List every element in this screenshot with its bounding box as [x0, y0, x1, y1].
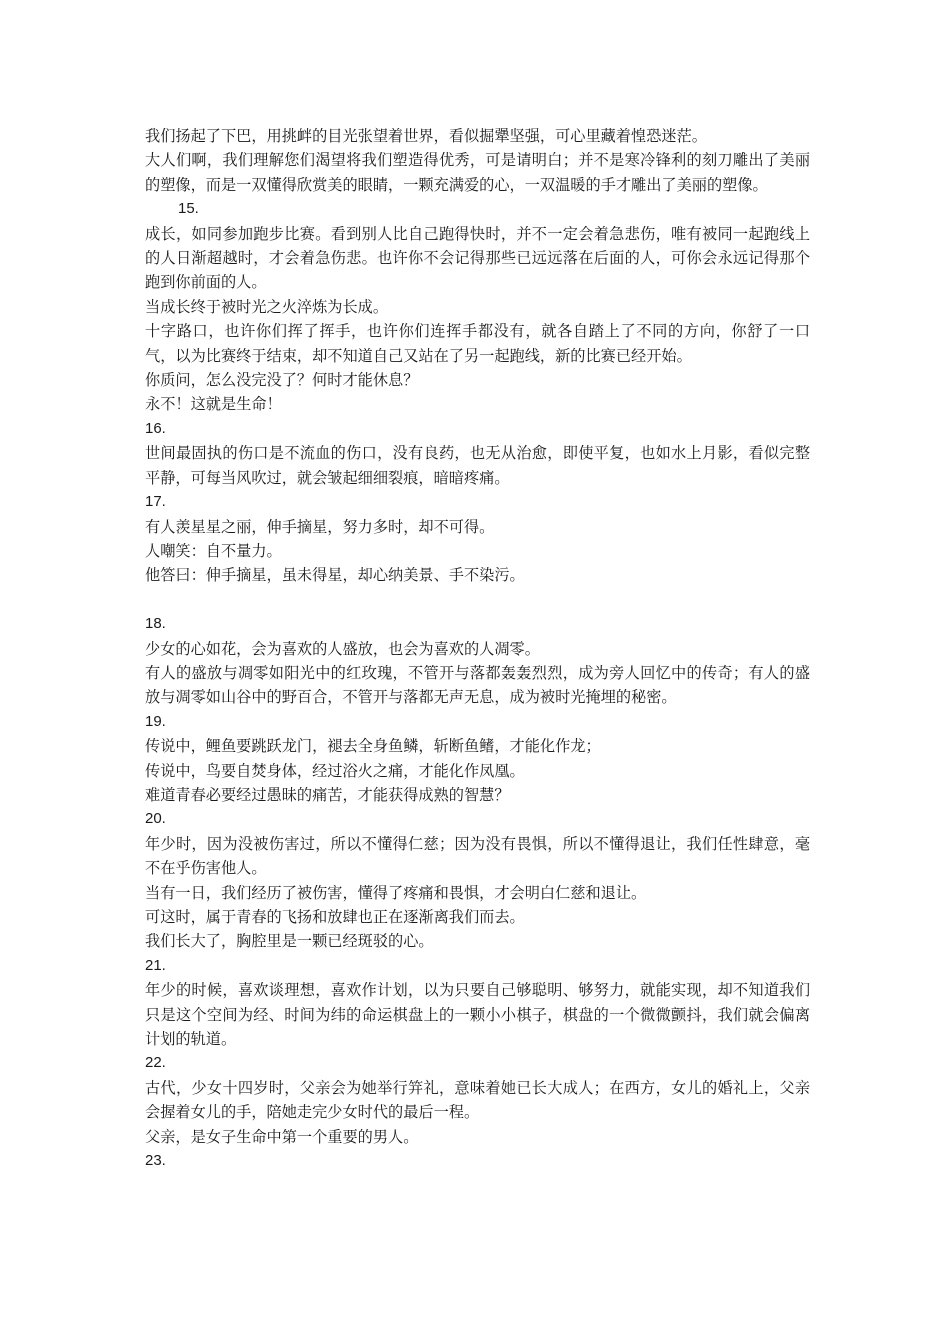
paragraph: 当成长终于被时光之火淬炼为长成。	[145, 297, 388, 316]
paragraph: 有人的盛放与凋零如阳光中的红玫瑰，不管开与落都轰轰烈烈，成为旁人回忆中的传奇；有人的盛放与凋零如山谷中的野百合，不管开与落都无声无息，成为被时光掩埋的秘密。	[145, 663, 810, 707]
section-number: 16.	[145, 419, 166, 437]
paragraph: 你质问，怎么没完没了？何时才能休息？	[145, 371, 419, 390]
paragraph: 我们长大了，胸腔里是一颗已经斑驳的心。	[145, 932, 434, 951]
section-number: 18.	[145, 615, 166, 633]
paragraph: 传说中，鲤鱼要跳跃龙门，褪去全身鱼鳞，斩断鱼鳍，才能化作龙；	[145, 737, 601, 756]
paragraph: 父亲，是女子生命中第一个重要的男人。	[145, 1127, 419, 1146]
section-number: 22.	[145, 1054, 166, 1072]
paragraph: 我们扬起了下巴，用挑衅的目光张望着世界，看似掘犟坚强，可心里藏着惶恐迷茫。	[145, 127, 707, 145]
section-number: 15.	[178, 200, 199, 218]
section-number: 21.	[145, 956, 166, 974]
paragraph: 传说中，鸟要自焚身体，经过浴火之痛，才能化作凤凰。	[145, 761, 525, 780]
blank-line	[145, 588, 810, 612]
document-body	[145, 124, 810, 1173]
paragraph: 难道青春必要经过愚昧的痛苦，才能获得成熟的智慧？	[145, 785, 510, 804]
paragraph: 当有一日，我们经历了被伤害，懂得了疼痛和畏惧，才会明白仁慈和退让。	[145, 883, 647, 902]
paragraph: 年少的时候，喜欢谈理想，喜欢作计划，以为只要自己够聪明、够努力，就能实现，却不知道我们只是这个空间为经、时间为纬的命运棋盘上的一颗小小棋子，棋盘的一个微微颤抖，我们就会偏离计划的轨道。	[145, 981, 810, 1049]
section-number: 20.	[145, 810, 166, 828]
paragraph: 世间最固执的伤口是不流血的伤口，没有良药，也无从治愈，即使平复，也如水上月影，看似完整平静，可每当风吹过，就会皱起细细裂痕，暗暗疼痛。	[145, 444, 810, 487]
paragraph: 大人们啊，我们理解您们渴望将我们塑造得优秀，可是请明白；并不是寒冷锋利的刻刀雕出了美丽的塑像，而是一双懂得欣赏美的眼睛，一颗充满爱的心，一双温暖的手才雕出了美丽的塑像。	[145, 151, 810, 194]
paragraph: 古代，少女十四岁时，父亲会为她举行笄礼，意味着她已长大成人；在西方，女儿的婚礼上，父亲会握着女儿的手，陪她走完少女时代的最后一程。	[145, 1078, 810, 1122]
section-number: 19.	[145, 712, 166, 730]
paragraph: 可这时，属于青春的飞扬和放肆也正在逐渐离我们而去。	[145, 907, 525, 926]
paragraph: 十字路口，也许你们挥了挥手，也许你们连挥手都没有，就各自踏上了不同的方向，你舒了一口气，以为比赛终于结束，却不知道自己又站在了另一起跑线，新的比赛已经开始。	[145, 322, 810, 365]
paragraph: 他答曰：伸手摘星，虽未得星，却心纳美景、手不染污。	[145, 566, 525, 585]
paragraph: 人嘲笑：自不量力。	[145, 541, 282, 560]
section-number: 23.	[145, 1152, 166, 1170]
paragraph: 少女的心如花，会为喜欢的人盛放，也会为喜欢的人凋零。	[145, 639, 540, 658]
section-number: 17.	[145, 493, 166, 511]
paragraph: 成长，如同参加跑步比赛。看到别人比自己跑得快时，并不一定会着急悲伤，唯有被同一起跑线上的人日渐超越时，才会着急伤悲。也许你不会记得那些已远远落在后面的人，可你会永远记得那个跑到你前面的人。	[145, 224, 810, 292]
paragraph: 年少时，因为没被伤害过，所以不懂得仁慈；因为没有畏惧，所以不懂得退让，我们任性肆意，毫不在乎伤害他人。	[145, 834, 810, 878]
paragraph: 有人羡星星之丽，伸手摘星，努力多时，却不可得。	[145, 517, 495, 536]
paragraph: 永不！这就是生命！	[145, 395, 282, 414]
